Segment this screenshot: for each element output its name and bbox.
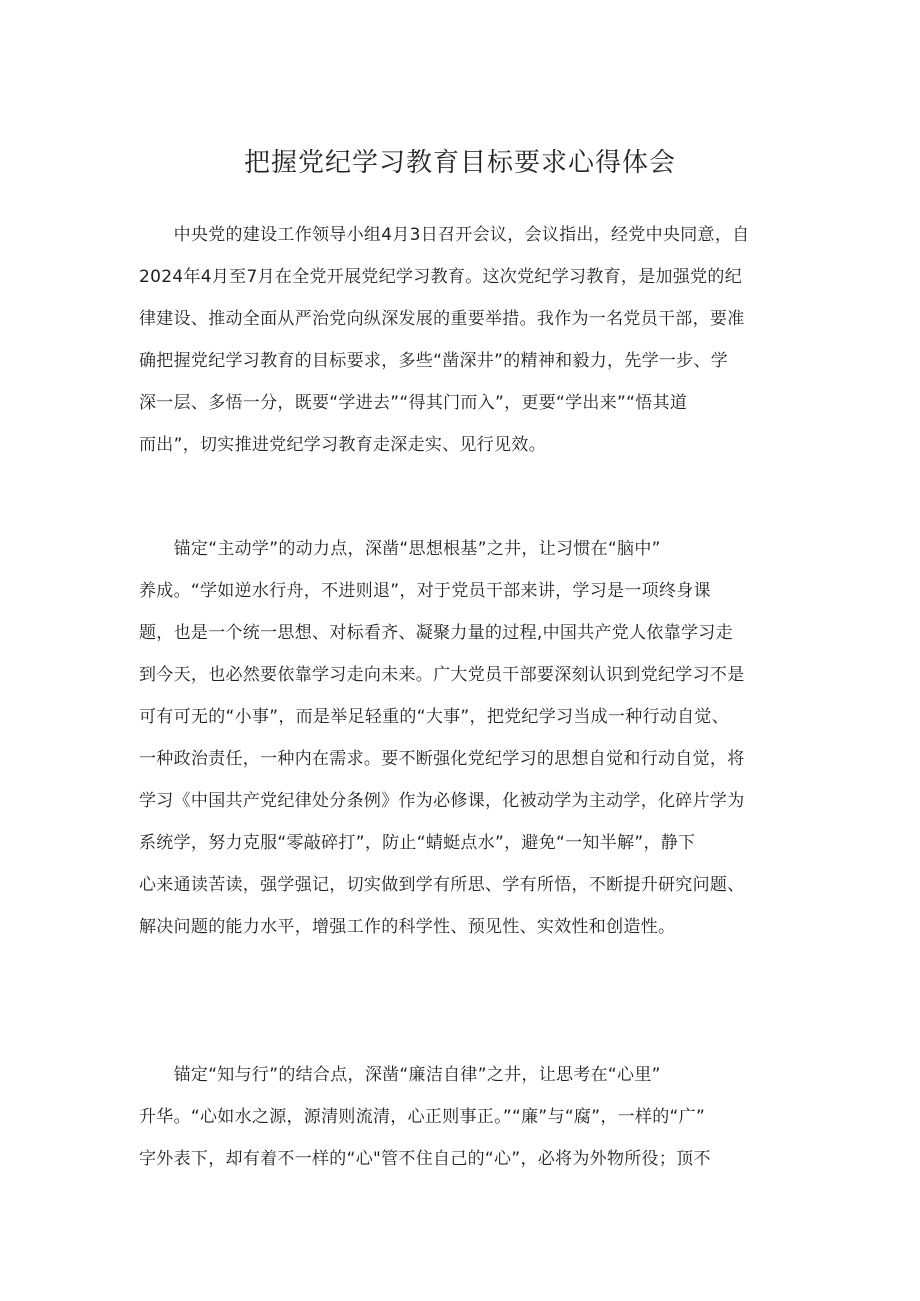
text-line: 养成。“学如逆水行舟，不进则退”，对于党员干部来讲，学习是一项终身课 [139,581,711,601]
text-line: 升华。“心如水之源，源清则流清，心正则事正。”“廉”与“腐”，一样的“广” [139,1107,706,1127]
text-line: 心来通读苦读，强学强记，切实做到学有所思、学有所悟，不断提升研究问题、 [139,875,745,895]
text-line: 锚定“主动学”的动力点，深凿“思想根基”之井，让习惯在“脑中” [139,539,661,559]
text-line: 字外表下，却有着不一样的“心"管不住自己的“心”，必将为外物所役；顶不 [139,1149,711,1169]
text-line: 中央党的建设工作领导小组4月3日召开会议，会议指出，经党中央同意，自 [139,225,750,245]
document-title: 把握党纪学习教育目标要求心得体会 [243,148,676,178]
text-line: 律建设、推动全面从严治党向纵深发展的重要举措。我作为一名党员干部，要准 [139,309,745,329]
text-line: 学习《中国共产党纪律处分条例》作为必修课，化被动学为主动学，化碎片学为 [139,791,745,811]
text-line: 题，也是一个统一思想、对标看齐、凝聚力量的过程,中国共产党人依靠学习走 [139,623,733,643]
text-line: 到今天，也必然要依靠学习走向未来。广大党员干部要深刻认识到党纪学习不是 [139,665,745,685]
text-line: 解决问题的能力水平，增强工作的科学性、预见性、实效性和创造性。 [139,917,676,937]
text-line: 而出”，切实推进党纪学习教育走深走实、见行见效。 [139,435,547,455]
text-line: 可有可无的“小事”，而是举足轻重的“大事”，把党纪学习当成一种行动自觉、 [139,707,730,727]
paragraph-2 [139,528,783,948]
text-line: 深一层、多悟一分，既要“学进去”“得其门而入”，更要“学出来”“悟其道 [139,393,688,413]
text-line: 系统学，努力克服“零敲碎打”，防止“蜻蜓点水”，避免“一知半解”，静下 [139,833,696,853]
paragraph-1 [139,214,783,466]
text-line: 锚定“知与行”的结合点，深凿“廉洁自律”之井，让思考在“心里” [139,1065,661,1085]
text-line: 一种政治责任，一种内在需求。要不断强化党纪学习的思想自觉和行动自觉，将 [139,749,745,769]
text-line: 2024年4月至7月在全党开展党纪学习教育。这次党纪学习教育，是加强党的纪 [139,267,742,287]
text-line: 确把握党纪学习教育的目标要求，多些“凿深井”的精神和毅力，先学一步、学 [139,351,729,371]
paragraph-3 [139,1054,783,1180]
